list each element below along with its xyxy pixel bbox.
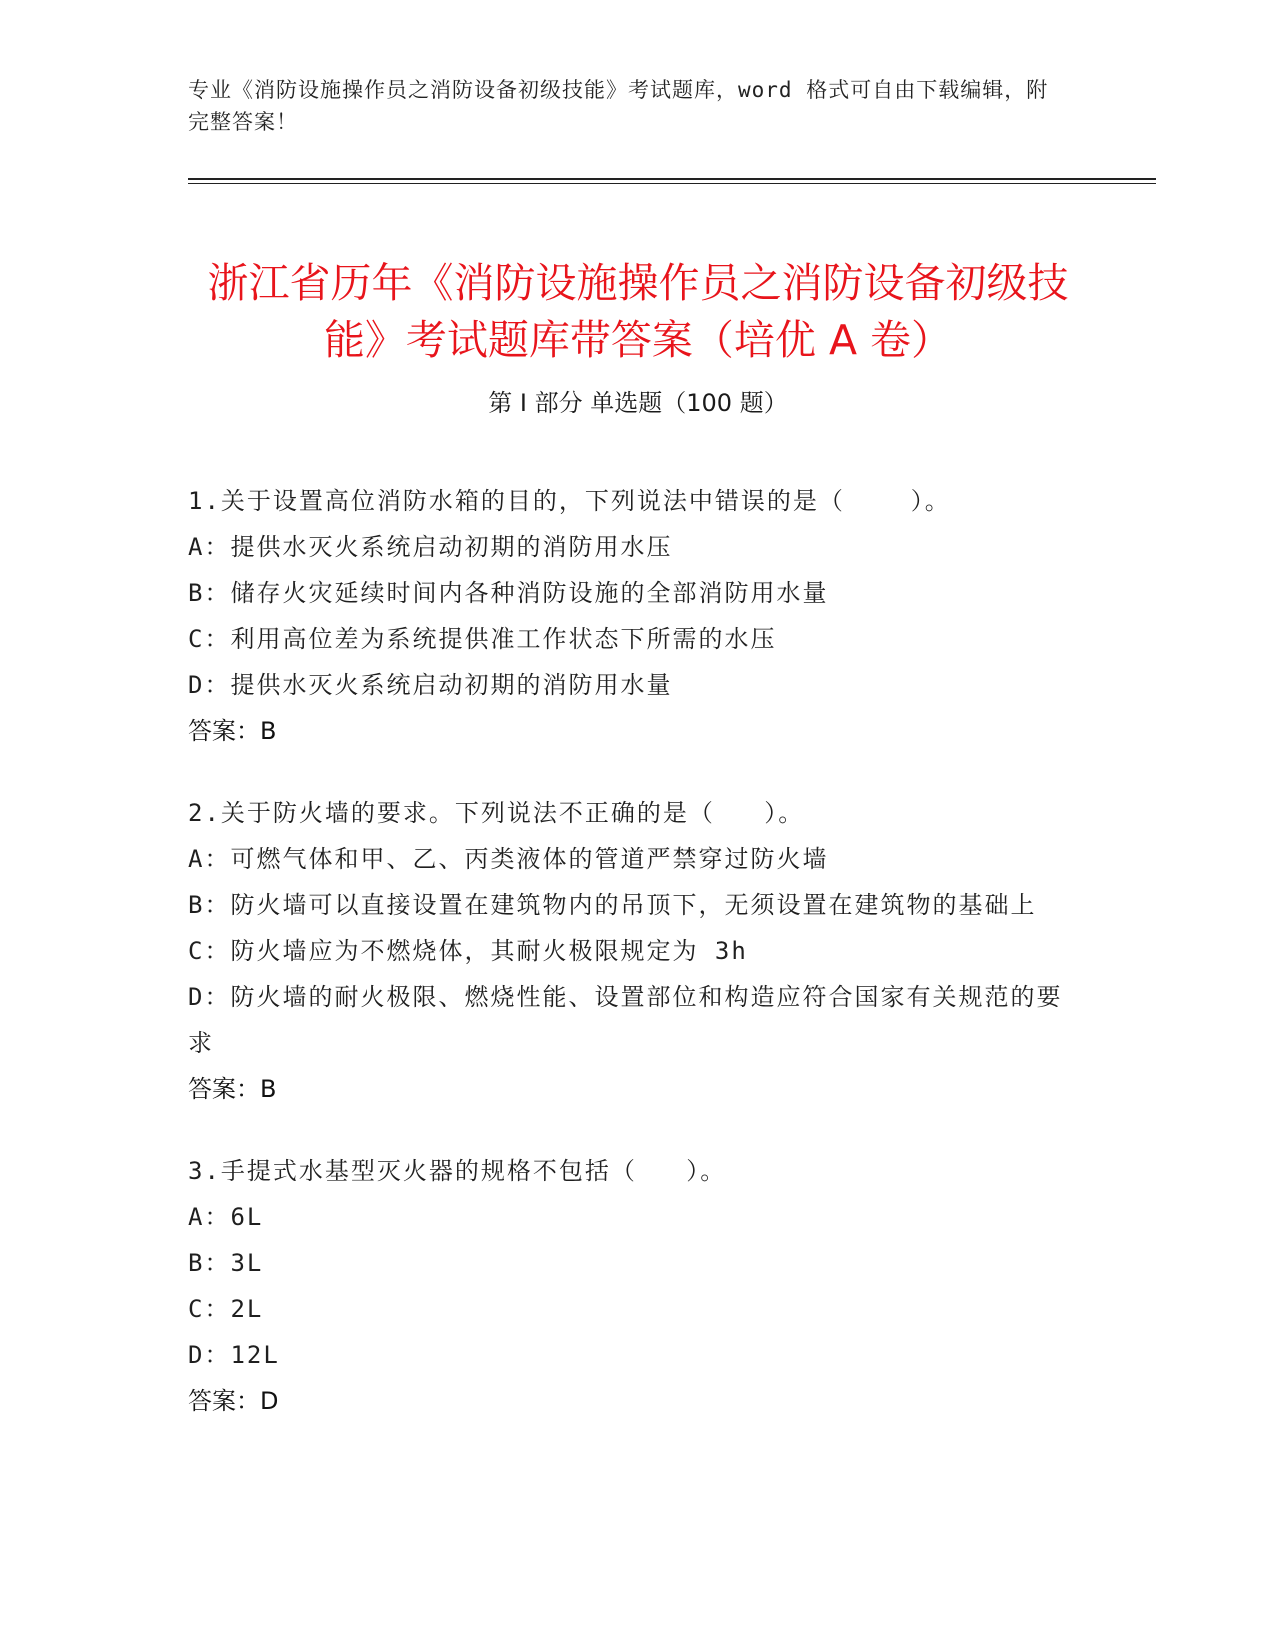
header-divider-thick xyxy=(188,178,1156,180)
option-a: A：提供水灭火系统启动初期的消防用水压 xyxy=(188,533,673,561)
header-note: 专业《消防设施操作员之消防设备初级技能》考试题库，word 格式可自由下载编辑，附完整答案！ xyxy=(188,78,1049,134)
option-d: D：提供水灭火系统启动初期的消防用水量 xyxy=(188,671,673,699)
answer-label: 答案： xyxy=(188,1075,260,1103)
question-stem: 3.手提式水基型灭火器的规格不包括（ ）。 xyxy=(188,1157,727,1185)
header-divider-thin xyxy=(188,183,1156,184)
option-c: C：防火墙应为不燃烧体，其耐火极限规定为 3h xyxy=(188,937,748,965)
answer-value: D xyxy=(260,1387,279,1415)
question-list xyxy=(188,478,1088,1460)
answer-value: B xyxy=(260,717,277,745)
option-d: D：12L xyxy=(188,1341,280,1369)
option-a: A：可燃气体和甲、乙、丙类液体的管道严禁穿过防火墙 xyxy=(188,845,829,873)
option-d: D：防火墙的耐火极限、燃烧性能、设置部位和构造应符合国家有关规范的要求 xyxy=(188,983,1063,1057)
question-stem: 1.关于设置高位消防水箱的目的，下列说法中错误的是（ ）。 xyxy=(188,487,951,515)
answer xyxy=(188,1066,1088,1112)
answer-label: 答案： xyxy=(188,1387,260,1415)
question-stem: 2.关于防火墙的要求。下列说法不正确的是（ ）。 xyxy=(188,799,805,827)
option-b: B：3L xyxy=(188,1249,264,1277)
option-a: A：6L xyxy=(188,1203,264,1231)
answer-label: 答案： xyxy=(188,717,260,745)
answer-value: B xyxy=(260,1075,277,1103)
page-title: 浙江省历年《消防设施操作员之消防设备初级技能》考试题库带答案（培优 A 卷） xyxy=(207,259,1069,365)
answer xyxy=(188,1378,1088,1424)
question-1 xyxy=(188,478,1088,754)
option-c: C：2L xyxy=(188,1295,264,1323)
section-title: 第 I 部分 单选题（100 题） xyxy=(488,389,788,417)
option-c: C：利用高位差为系统提供准工作状态下所需的水压 xyxy=(188,625,777,653)
option-b: B：防火墙可以直接设置在建筑物内的吊顶下，无须设置在建筑物的基础上 xyxy=(188,891,1037,919)
question-3 xyxy=(188,1148,1088,1424)
answer xyxy=(188,708,1088,754)
question-2 xyxy=(188,790,1088,1112)
option-b: B：储存火灾延续时间内各种消防设施的全部消防用水量 xyxy=(188,579,829,607)
